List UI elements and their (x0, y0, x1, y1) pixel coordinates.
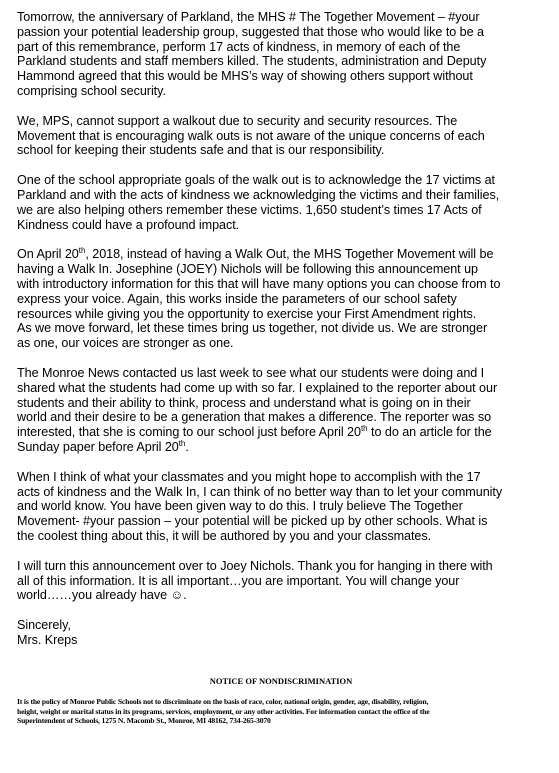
text-line: express your voice. Again, this works inside the parameters of our school safety (17, 291, 457, 306)
ordinal-suffix: th (78, 246, 86, 256)
text-line: Tomorrow, the anniversary of Parkland, the MHS # The Together Movement – #your (17, 10, 480, 24)
text-fragment: , 2018, instead of having a Walk Out, the MHS Together Movement will be (85, 247, 494, 262)
text-line: with introductory information for this that will have many options you can choose from to (17, 276, 501, 291)
text-line: students and their ability to think, process and understand what is going on in their (17, 395, 471, 410)
text-line: When I think of what your classmates and you might hope to accomplish with the 17 (17, 469, 481, 484)
text-line: comprising school security. (17, 83, 166, 98)
text-line: as one, our voices are stronger as one. (17, 336, 234, 351)
text-fragment: to do an article for the (367, 425, 492, 440)
paragraph-5 (17, 366, 545, 455)
text-fragment: interested, that she is coming to our school just before April 20 (17, 425, 361, 440)
paragraph-2 (17, 114, 545, 158)
text-line: I will turn this announcement over to Joey Nichols. Thank you for hanging in there with (17, 558, 493, 573)
text-line: world……you already have ☺. (17, 588, 187, 603)
text-line: world and their desire to be a generation that makes a difference. The reporter was so (17, 410, 492, 425)
text-fragment: Sunday paper before April 20 (17, 439, 179, 454)
text-fragment: On April 20 (17, 247, 79, 262)
notice-title: NOTICE OF NONDISCRIMINATION (209, 676, 353, 686)
paragraph-7 (17, 559, 545, 603)
text-line: school for keeping their students safe and that is our responsibility. (17, 143, 385, 158)
signature-name: Mrs. Kreps (17, 632, 78, 647)
closing-block (17, 618, 545, 648)
nondiscrimination-notice (17, 676, 545, 726)
text-line: we are also helping others remember these victims. 1,650 student’s times 17 Acts of (17, 202, 482, 217)
closing-salutation: Sincerely, (17, 618, 71, 633)
text-line: resources while giving you the opportunity to exercise your First Amendment rights. (17, 306, 477, 321)
text-line: Kindness could have a profound impact. (17, 217, 240, 232)
ordinal-suffix: th (178, 438, 186, 448)
text-line: the coolest thing about this, it will be authored by you and your classmates. (17, 528, 432, 543)
text-line: passion your potential leadership group, suggested that those who would like to be a (17, 24, 484, 39)
text-line: We, MPS, cannot support a walkout due to security and security resources. The (17, 113, 458, 128)
text-line: Movement that is encouraging walk outs is not aware of the unique concerns of each (17, 128, 485, 143)
notice-body (17, 697, 545, 726)
text-line: acts of kindness and the Walk In, I can think of no better way than to let your community (17, 484, 503, 499)
text-line: all of this information. It is all important…you are important. You will change your (17, 573, 460, 588)
letter-body (17, 10, 545, 663)
text-line: having a Walk In. Josephine (JOEY) Nichols will be following this announcement up (17, 262, 478, 277)
notice-line: height, weight or marital status in its programs, services, employment, or any other activities. For information contact the office of the (17, 706, 430, 716)
ordinal-suffix: th (360, 423, 368, 433)
text-line: shared what the students had come up with so far. I explained to the reporter about our (17, 380, 498, 395)
text-line (17, 247, 545, 262)
text-line: Parkland and with the acts of kindness we acknowledging the victims and their families, (17, 187, 500, 202)
text-line: As we move forward, let these times bring us together, not divide us. We are stronger (17, 321, 488, 336)
text-fragment: . (185, 439, 189, 454)
text-line: The Monroe News contacted us last week to see what our students were doing and I (17, 365, 485, 380)
paragraph-4 (17, 247, 545, 351)
text-line: Hammond agreed that this would be MHS’s way of showing others support without (17, 69, 473, 84)
paragraph-3 (17, 173, 545, 232)
paragraph-1 (17, 10, 545, 99)
text-line (17, 425, 545, 440)
notice-line: Superintendent of Schools, 1275 N. Macomb St., Monroe, MI 48162, 734-265-3070 (17, 716, 271, 726)
text-line: One of the school appropriate goals of the walk out is to acknowledge the 17 victims at (17, 173, 495, 188)
text-line: Parkland students and staff members killed. The students, administration and Deputy (17, 54, 487, 69)
text-line: part of this remembrance, perform 17 acts of kindness, in memory of each of the (17, 39, 461, 54)
paragraph-6 (17, 470, 545, 544)
text-line: Movement- #your passion – your potential will be picked up by other schools. What is (17, 514, 488, 529)
text-line: and world know. You have been given way to do this. I truly believe The Together (17, 499, 463, 514)
text-line (17, 440, 545, 455)
notice-line: It is the policy of Monroe Public Schools not to discriminate on the basis of race, color, national origin, gender, age, disability, religion, (17, 697, 429, 706)
